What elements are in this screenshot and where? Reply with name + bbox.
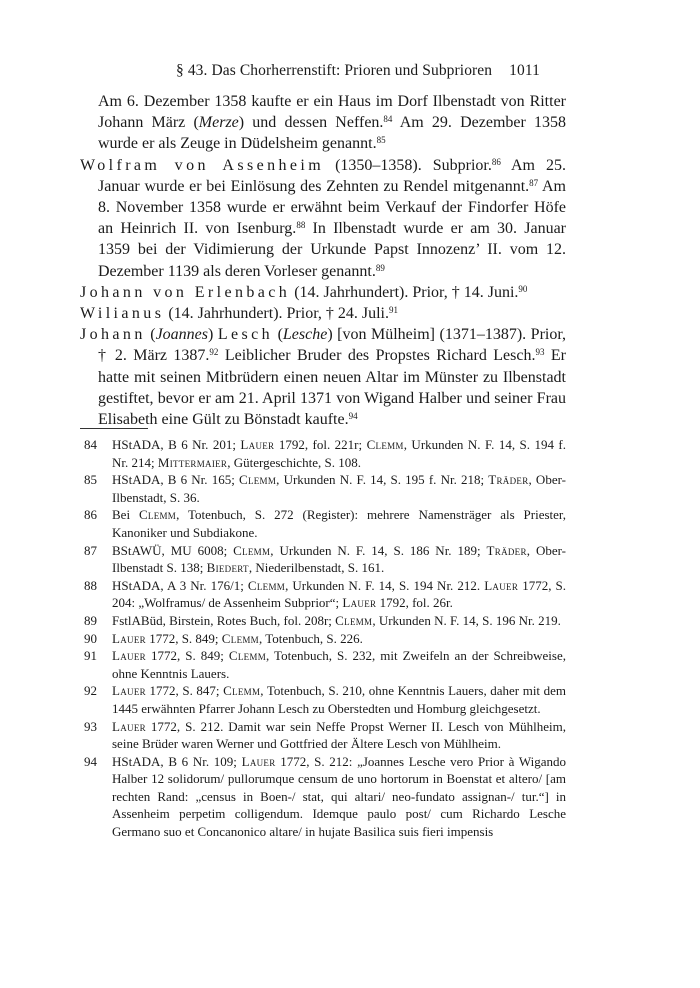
- footnote-92: 92 Lauer 1772, S. 847; Clemm, Totenbuch, S. 210, ohne Kenntnis Lauers, daher mit dem 1445 erwähnten Pfarrer Johann Lesch zu Oberstedten und Homburg gleichgesetzt.: [84, 683, 567, 716]
- footnote-number: 87: [84, 542, 97, 558]
- entry-name: Johann: [80, 326, 146, 344]
- footnote-ref[interactable]: 85: [376, 135, 386, 146]
- footnote-93: 93 Lauer 1772, S. 212. Damit war sein Neffe Propst Werner II. Lesch von Mühlheim, seine Brüder waren Werner und Gottfried der Ältere Lesch von Mühlheim.: [84, 718, 566, 752]
- footnote-number: 89: [84, 612, 97, 628]
- footnote-number: 86: [84, 507, 97, 523]
- footnote-91: 91 Lauer 1772, S. 849; Clemm, Totenbuch, S. 232, mit Zweifeln an der Schreibweise, ohne Kenntnis Lauers.: [84, 648, 567, 681]
- footnote-ref[interactable]: 94: [348, 411, 358, 422]
- footnote-number: 88: [84, 577, 97, 593]
- footnote-86: 86 Bei Clemm, Totenbuch, S. 272 (Register): mehrere Namensträger als Priester, Kanoniker und Subdiakone.: [84, 507, 566, 540]
- entry-wilianus: Wilianus (14. Jahrhundert). Prior, † 24. Juli.$^{91}$: [80, 305, 398, 323]
- footnote-ref[interactable]: 86: [491, 156, 501, 167]
- entry-johann-erlenbach: Johann von Erlenbach (14. Jahrhundert). Prior, † 14. Juni.$^{90}$: [80, 283, 528, 301]
- entry-surname: Lesch: [217, 326, 274, 344]
- footnote-ref[interactable]: 84: [383, 114, 393, 125]
- page-number: 1011: [509, 62, 540, 79]
- footnote-ref[interactable]: 91: [389, 305, 398, 316]
- footnote-number: 84: [84, 437, 97, 452]
- entry-name: Johann von Erlenbach: [80, 283, 291, 301]
- entry-name: Wilianus: [80, 305, 165, 323]
- footnote-ref[interactable]: 89: [375, 262, 385, 273]
- main-text: [80, 91, 566, 430]
- footnote-94: 94 HStADA, B 6 Nr. 109; Lauer 1772, S. 212: „Joannes Lesche vero Prior à Wigando Halber 12 solidorum/ pullorumque censum de uno hortorum in Boenstat et altero/ [am rechten Rand: „census in Boen-/ stat, qui altari/ neo-fundato assignan-/ tur.“] in Assenheim perpetim colligendum. Idemque paulo post/ cum Richardo Lesche Germano suo et Concanonico altare/ in hujate Basilica suis fieri impensis: [84, 753, 566, 840]
- footnote-ref[interactable]: 92: [209, 347, 219, 358]
- footnote-87: 87 BStAWÜ, MU 6008; Clemm, Urkunden N. F. 14, S. 186 Nr. 189; Träder, Ober-Ilbenstadt S. 138; Biedert, Niederilbenstadt, S. 161.: [84, 542, 567, 576]
- footnote-ref[interactable]: 88: [296, 220, 306, 231]
- entry-name: Wolfram von Assenheim: [80, 156, 325, 174]
- footnote-number: 91: [84, 648, 97, 664]
- footnote-number: 92: [84, 683, 97, 699]
- footnote-number: 85: [84, 472, 97, 488]
- footnote-85: 85 HStADA, B 6 Nr. 165; Clemm, Urkunden N. F. 14, S. 195 f. Nr. 218; Träder, Ober-Ilbenstadt, S. 36.: [84, 472, 566, 505]
- footnote-84: 84 HStADA, B 6 Nr. 201; Lauer 1792, fol. 221r; Clemm, Urkunden N. F. 14, S. 194 f. Nr. 214; Mittermaier, Gütergeschichte, S. 108.: [84, 437, 566, 470]
- footnote-ref[interactable]: 93: [535, 347, 545, 358]
- footnote-89: 89 FstlABüd, Birstein, Rotes Buch, fol. 208r; Clemm, Urkunden N. F. 14, S. 196 Nr. 219.: [84, 612, 561, 628]
- footnote-ref[interactable]: 87: [529, 177, 539, 188]
- entry-wolfram: Wolfram von Assenheim (1350–1358). Subprior.$^{86}$ Am 25. Januar wurde er bei Einlösung des Zehnten zu Rendel mitgenannt.$^{87}$ Am 8. November 1358 wurde er erwähnt beim Verkauf der Findorfer Höfe an Heinrich II. von Isenburg.$^{88}$ In Ilbenstadt wurde er am 30. Januar 1359 bei der Vidimierung der Urkunde Papst Innozenz’ II. vom 12. Dezember 1139 als deren Vorleser genannt.$^{89}$: [80, 156, 566, 280]
- footnote-88: 88 HStADA, A 3 Nr. 176/1; Clemm, Urkunden N. F. 14, S. 194 Nr. 212. Lauer 1772, S. 204: „Wolframus/ de Assenheim Subprior“; Lauer 1792, fol. 26r.: [84, 577, 566, 611]
- footnote-number: 93: [84, 718, 97, 734]
- entry-johann-lesch: Johann (Joannes) Lesch (Lesche) [von Mülheim] (1371–1387). Prior, † 2. März 1387.92 Leiblicher Bruder des Propstes Richard Lesch.$^{93}$ Er hatte mit seinen Mitbrüdern einen neuen Altar im Münster zu Ilbenstadt gestiftet, bevor er am 21. April 1371 von Wigand Halber und seiner Frau Elisabeth eine Gült zu Bönstadt kaufte.$^{94}$: [80, 326, 567, 429]
- running-title: § 43. Das Chorherrenstift: Prioren und Subprioren: [176, 62, 493, 79]
- footnote-ref[interactable]: 90: [518, 283, 528, 294]
- paragraph-continuation: Am 6. Dezember 1358 kaufte er ein Haus im Dorf Ilbenstadt von Ritter Johann März (Merze) und dessen Neffen.$^{84}$ Am 29. Dezember 1358 wurde er als Zeuge in Düdelsheim genannt.$^{85}$: [98, 93, 566, 153]
- footnote-divider: [80, 428, 148, 429]
- footnotes: [80, 436, 566, 841]
- footnote-number: 90: [84, 630, 97, 646]
- footnote-90: 90 Lauer 1772, S. 849; Clemm, Totenbuch, S. 226.: [84, 630, 363, 646]
- footnote-number: 94: [84, 753, 97, 769]
